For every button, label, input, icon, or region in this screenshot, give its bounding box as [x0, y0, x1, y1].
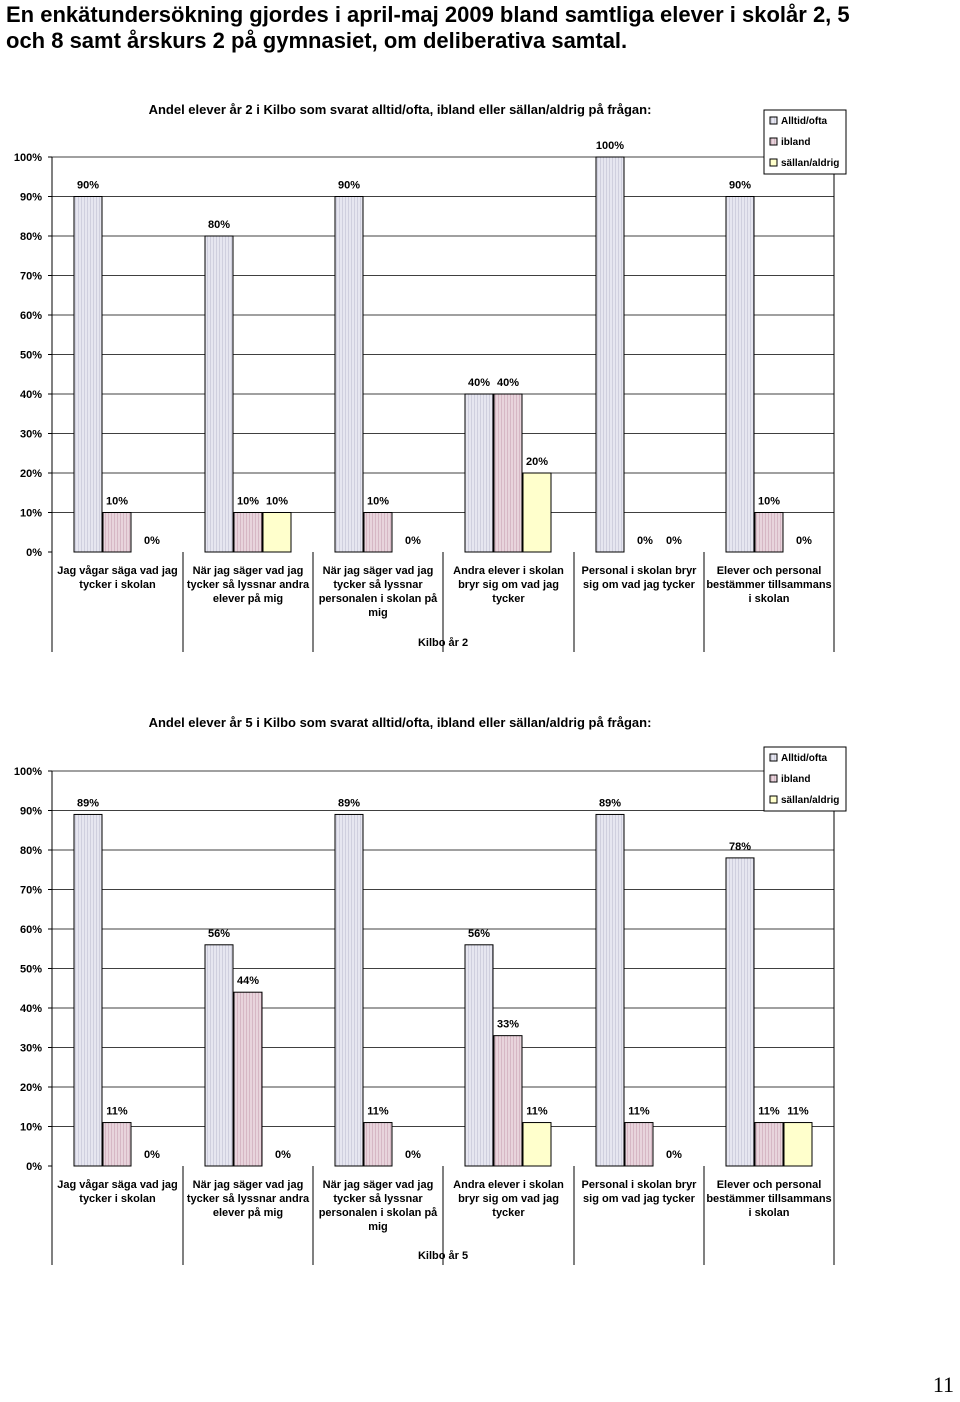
data-label: 89% [76, 797, 100, 810]
data-label: 89% [337, 797, 361, 810]
category-label: tycker [492, 593, 525, 605]
bar-sllanaldrig [523, 1123, 551, 1166]
y-tick-label: 100% [13, 152, 42, 164]
data-label: 0% [405, 535, 421, 547]
bar-alltidofta [726, 197, 754, 553]
data-label: 33% [496, 1018, 520, 1031]
chart-title: Andel elever år 5 i Kilbo som svarat alltid/ofta, ibland eller sällan/aldrig på frågan: [148, 715, 652, 730]
bar-ibland [625, 1123, 653, 1166]
bar-ibland [494, 1036, 522, 1166]
page-heading [6, 2, 956, 54]
data-label: 10% [236, 495, 260, 508]
y-tick-label: 60% [19, 924, 42, 936]
category-label: mig [368, 607, 388, 619]
bar-ibland [103, 513, 131, 553]
data-label: 0% [796, 535, 812, 547]
category-label: tycker i skolan [79, 579, 156, 591]
data-label: 0% [144, 1149, 160, 1161]
category-label: Andra elever i skolan [453, 1179, 564, 1191]
y-tick-label: 30% [19, 428, 42, 441]
data-label: 78% [728, 840, 752, 853]
page-number: 11 [932, 1372, 954, 1397]
y-tick-label: 30% [19, 1042, 42, 1055]
data-label: 11% [628, 1105, 650, 1118]
data-label: 10% [105, 495, 129, 508]
category-label: Jag vågar säga vad jag [57, 565, 178, 577]
category-label: mig [368, 1221, 388, 1233]
chart-kilbo-year-2 [0, 90, 960, 660]
bar-sllanaldrig [523, 473, 551, 552]
category-label: tycker så lyssnar [333, 1193, 423, 1205]
category-label: tycker så lyssnar andra [186, 579, 310, 591]
data-label: 56% [467, 927, 491, 940]
bar-alltidofta [74, 814, 102, 1166]
legend-label: ibland [781, 137, 811, 148]
y-tick-label: 40% [19, 389, 42, 401]
data-label: 80% [207, 219, 231, 231]
bar-ibland [494, 394, 522, 552]
category-label: i skolan [748, 593, 790, 605]
category-label: tycker i skolan [79, 1193, 156, 1205]
data-label: 89% [598, 797, 622, 810]
category-label: i skolan [748, 1207, 790, 1219]
bar-ibland [103, 1123, 131, 1166]
chart-title: Andel elever år 2 i Kilbo som svarat alltid/ofta, ibland eller sällan/aldrig på frågan: [148, 102, 652, 117]
data-label: 11% [367, 1105, 389, 1118]
bar-alltidofta [596, 157, 624, 552]
legend-label: sällan/aldrig [781, 158, 840, 169]
data-label: 40% [496, 377, 520, 389]
data-label: 90% [728, 179, 752, 192]
data-label: 0% [144, 535, 160, 547]
legend-swatch [770, 796, 777, 803]
data-label: 11% [106, 1105, 128, 1118]
category-label: tycker så lyssnar andra [186, 1193, 310, 1205]
x-axis-title: Kilbo år 2 [417, 637, 469, 649]
category-label: Andra elever i skolan [453, 565, 564, 577]
data-label: 0% [637, 535, 653, 547]
data-label: 90% [337, 179, 361, 192]
y-tick-label: 60% [19, 310, 42, 322]
data-label: 100% [595, 140, 625, 152]
category-label: Jag vågar säga vad jag [57, 1179, 178, 1191]
legend-label: Alltid/ofta [781, 116, 828, 127]
y-tick-label: 90% [19, 191, 42, 204]
legend-swatch [770, 138, 777, 145]
data-label: 11% [787, 1105, 809, 1118]
bar-alltidofta [335, 814, 363, 1166]
bar-alltidofta [465, 394, 493, 552]
category-label: När jag säger vad jag [192, 565, 304, 577]
y-tick-label: 80% [19, 231, 42, 243]
category-label: elever på mig [212, 593, 284, 605]
y-tick-label: 0% [26, 1161, 42, 1173]
legend-swatch [770, 754, 777, 761]
y-tick-label: 20% [19, 468, 42, 480]
category-label: personalen i skolan på [318, 593, 438, 605]
data-label: 11% [758, 1105, 780, 1118]
legend-label: ibland [781, 774, 811, 785]
legend-swatch [770, 775, 777, 782]
bar-alltidofta [205, 945, 233, 1166]
data-label: 90% [76, 179, 100, 192]
category-label: När jag säger vad jag [322, 565, 434, 577]
page-heading-line-1: En enkätundersökning gjordes i april-maj 2009 bland samtliga elever i skolår 2, 5 [6, 2, 850, 27]
category-label: När jag säger vad jag [192, 1179, 304, 1191]
data-label: 44% [236, 975, 260, 988]
page-heading-line-2: och 8 samt årskurs 2 på gymnasiet, om deliberativa samtal. [6, 28, 628, 53]
bar-alltidofta [74, 197, 102, 553]
y-tick-label: 50% [19, 349, 42, 362]
category-label: bryr sig om vad jag [458, 1193, 559, 1205]
data-label: 40% [467, 377, 491, 389]
category-label: Personal i skolan bryr [581, 565, 697, 577]
y-tick-label: 0% [26, 547, 42, 559]
legend-swatch [770, 117, 777, 124]
category-label: sig om vad jag tycker [583, 1193, 695, 1205]
bar-alltidofta [726, 858, 754, 1166]
y-tick-label: 70% [19, 884, 42, 897]
bar-alltidofta [465, 945, 493, 1166]
x-axis-title: Kilbo år 5 [417, 1250, 469, 1262]
data-label: 56% [207, 927, 231, 940]
data-label: 0% [405, 1149, 421, 1161]
category-label: elever på mig [212, 1207, 284, 1219]
bar-ibland [755, 513, 783, 553]
y-tick-label: 100% [13, 766, 42, 778]
bar-sllanaldrig [263, 513, 291, 553]
y-tick-label: 90% [19, 805, 42, 818]
legend-swatch [770, 159, 777, 166]
data-label: 20% [525, 456, 549, 468]
category-label: bestämmer tillsammans [706, 579, 832, 591]
legend-label: Alltid/ofta [781, 753, 828, 764]
y-tick-label: 10% [19, 1121, 42, 1134]
y-tick-label: 10% [19, 507, 42, 520]
bar-ibland [234, 992, 262, 1166]
y-tick-label: 80% [19, 845, 42, 857]
data-label: 10% [265, 495, 289, 508]
data-label: 10% [366, 495, 390, 508]
data-label: 10% [757, 495, 781, 508]
y-tick-label: 50% [19, 963, 42, 976]
category-label: sig om vad jag tycker [583, 579, 695, 591]
bar-sllanaldrig [784, 1123, 812, 1166]
y-tick-label: 40% [19, 1003, 42, 1015]
data-label: 0% [666, 535, 682, 547]
y-tick-label: 70% [19, 270, 42, 283]
category-label: bryr sig om vad jag [458, 579, 559, 591]
data-label: 11% [526, 1105, 548, 1118]
data-label: 0% [666, 1149, 682, 1161]
category-label: tycker så lyssnar [333, 579, 423, 591]
category-label: personalen i skolan på [318, 1207, 438, 1219]
bar-ibland [364, 1123, 392, 1166]
bar-ibland [755, 1123, 783, 1166]
y-tick-label: 20% [19, 1082, 42, 1094]
legend-label: sällan/aldrig [781, 795, 840, 806]
bar-alltidofta [596, 814, 624, 1166]
data-label: 0% [275, 1149, 291, 1161]
bar-alltidofta [205, 236, 233, 552]
chart-kilbo-year-5 [0, 705, 960, 1280]
bar-alltidofta [335, 197, 363, 553]
category-label: tycker [492, 1207, 525, 1219]
category-label: Personal i skolan bryr [581, 1179, 697, 1191]
bar-ibland [364, 513, 392, 553]
category-label: Elever och personal [716, 1179, 822, 1191]
category-label: När jag säger vad jag [322, 1179, 434, 1191]
category-label: Elever och personal [716, 565, 822, 577]
bar-ibland [234, 513, 262, 553]
category-label: bestämmer tillsammans [706, 1193, 832, 1205]
